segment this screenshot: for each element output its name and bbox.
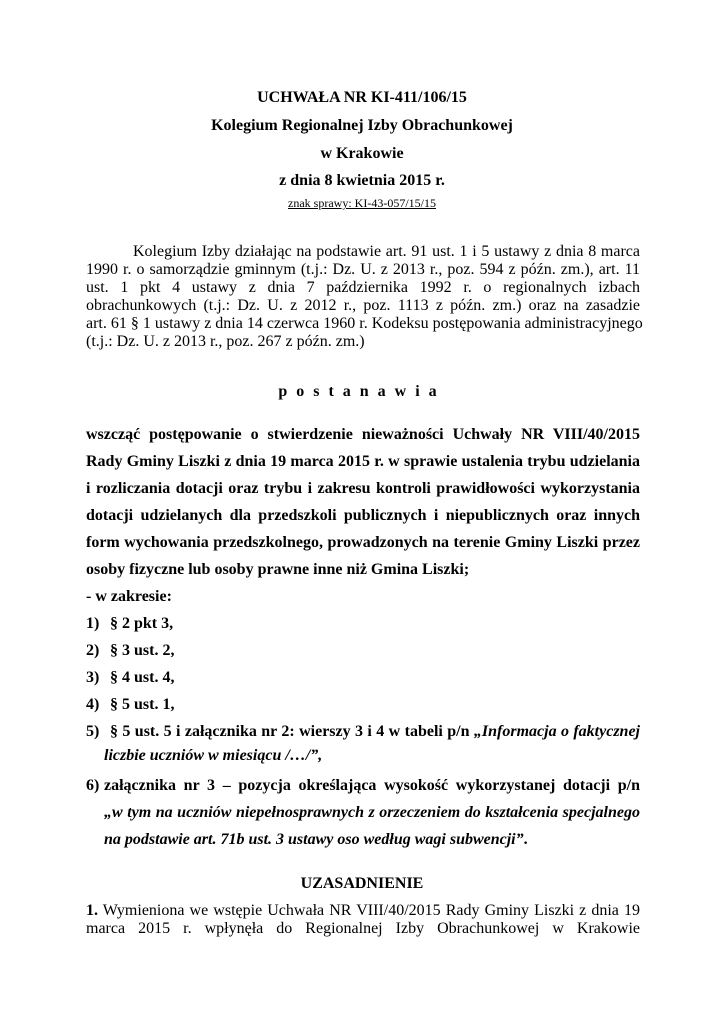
resolution-line: i rozliczania dotacji oraz trybu i zakresu kontroli prawidłowości wykorzystania <box>86 480 640 497</box>
document-page: UCHWAŁA NR KI-411/106/15 Kolegium Regionalnej Izby Obrachunkowej w Krakowie z dnia 8 kwietnia 2015 r. znak sprawy: KI-43-057/15/15 Kolegium Izby działając na podstawie art. 91 ust. 1 i 5 ustawy z dnia 8 marca 1990 r. o samorządzie gminnym (t.j.: Dz. U. z 2013 r., poz. 594 z późn. zm.), art. 11 ust. 1 pkt 4 ustawy z dnia 7 października 1992 r. o regionalnych izbach obrachunkowych (t.j.: Dz. U. z 2012 r., poz. 1113 z późn. zm.) oraz na zasadzie art. 61 § 1 ustawy z dnia 14 czerwca 1960 r. Kodeksu postępowania administracyjnego (t.j.: Dz. U. z 2013 r., poz. 267 z późn. zm.) postanawia wszcząć postępowanie o stwierdzenie nieważności Uchwały NR VIII/40/2015 Rady Gminy Liszki z dnia 19 marca 2015 r. w sprawie ustalenia trybu udzielania i rozliczania dotacji oraz trybu i zakresu kontroli prawidłowości wykorzystania dotacji udzielanych dla przedszkoli publicznych i niepublicznych oraz innych form wychowania przedszkolnego, prowadzonych na terenie Gminy Liszki przez osoby fizyczne lub osoby prawne inne niż Gmina Liszki; - w zakresie: 1) § 2 pkt 3, 2) § 3 ust. 2, 3) § 4 ust. 4, 4) § 5 ust. 1, 5) § 5 ust. 5 i załącznika nr 2: wierszy 3 i 4 w tabeli p/n „Informacja o faktycznej liczbie uczniów w miesiącu /…/”, 6) załącznika nr 3 – pozycja określająca wysokość wykorzystanej dotacji p/n „w tym na uczniów niepełnosprawnych z orzeczeniem do kształcenia specjalnego na podstawie art. 71b ust. 3 ustawy oso według wagi subwencji”. UZASADNIENIE 1. Wymieniona we wstępie Uchwała NR VIII/40/2015 Rady Gminy Liszki z dnia 19 marca 2015 r. wpłynęła do Regionalnej Izby Obrachunkowej w Krakowie <box>0 0 724 1024</box>
preamble-line: 1990 r. o samorządzie gminnym (t.j.: Dz. U. z 2013 r., poz. 594 z późn. zm.), art. 11 <box>86 261 640 278</box>
resolution-line: dotacji udzielanych dla przedszkoli publicznych i niepublicznych oraz innych <box>86 507 640 524</box>
scope-label: - w zakresie: <box>86 588 172 605</box>
preamble-line: Kolegium Izby działając na podstawie art. 91 ust. 1 i 5 ustawy z dnia 8 marca <box>133 243 640 260</box>
preamble-line: art. 61 § 1 ustawy z dnia 14 czerwca 1960 r. Kodeksu postępowania administracyjnego <box>86 315 643 332</box>
resolution-line: wszcząć postępowanie o stwierdzenie nieważności Uchwały NR VIII/40/2015 <box>86 426 640 443</box>
decree-word: postanawia <box>278 383 446 400</box>
preamble-line: obrachunkowych (t.j.: Dz. U. z 2012 r., poz. 1113 z późn. zm.) oraz na zasadzie <box>86 297 640 314</box>
resolution-line: form wychowania przedszkolnego, prowadzonych na terenie Gminy Liszki przez <box>86 534 640 551</box>
issuing-body: Kolegium Regionalnej Izby Obrachunkowej <box>211 117 513 134</box>
preamble <box>86 243 643 351</box>
resolution-date: z dnia 8 kwietnia 2015 r. <box>279 172 445 189</box>
resolution-title: UCHWAŁA NR KI-411/106/15 <box>257 89 467 106</box>
justification-text: 1. Wymieniona we wstępie Uchwała NR VIII/40/2015 Rady Gminy Liszki z dnia 19 marca 2015 r. wpłynęła do Regionalnej Izby Obrachunkowej w Krakowie <box>86 902 640 937</box>
resolution-line: osoby fizyczne lub osoby prawne inne niż Gmina Liszki; <box>86 561 470 578</box>
case-reference: znak sprawy: KI-43-057/15/15 <box>288 196 436 210</box>
resolution-line: Rady Gminy Liszki z dnia 19 marca 2015 r. w sprawie ustalenia trybu udzielania <box>86 453 640 470</box>
justification-heading: UZASADNIENIE <box>300 875 424 892</box>
preamble-line: ust. 1 pkt 4 ustawy z dnia 7 października 1992 r. o regionalnych izbach <box>86 279 640 296</box>
preamble-line: (t.j.: Dz. U. z 2013 r., poz. 267 z późn. zm.) <box>86 333 365 350</box>
issuing-city: w Krakowie <box>320 145 404 162</box>
